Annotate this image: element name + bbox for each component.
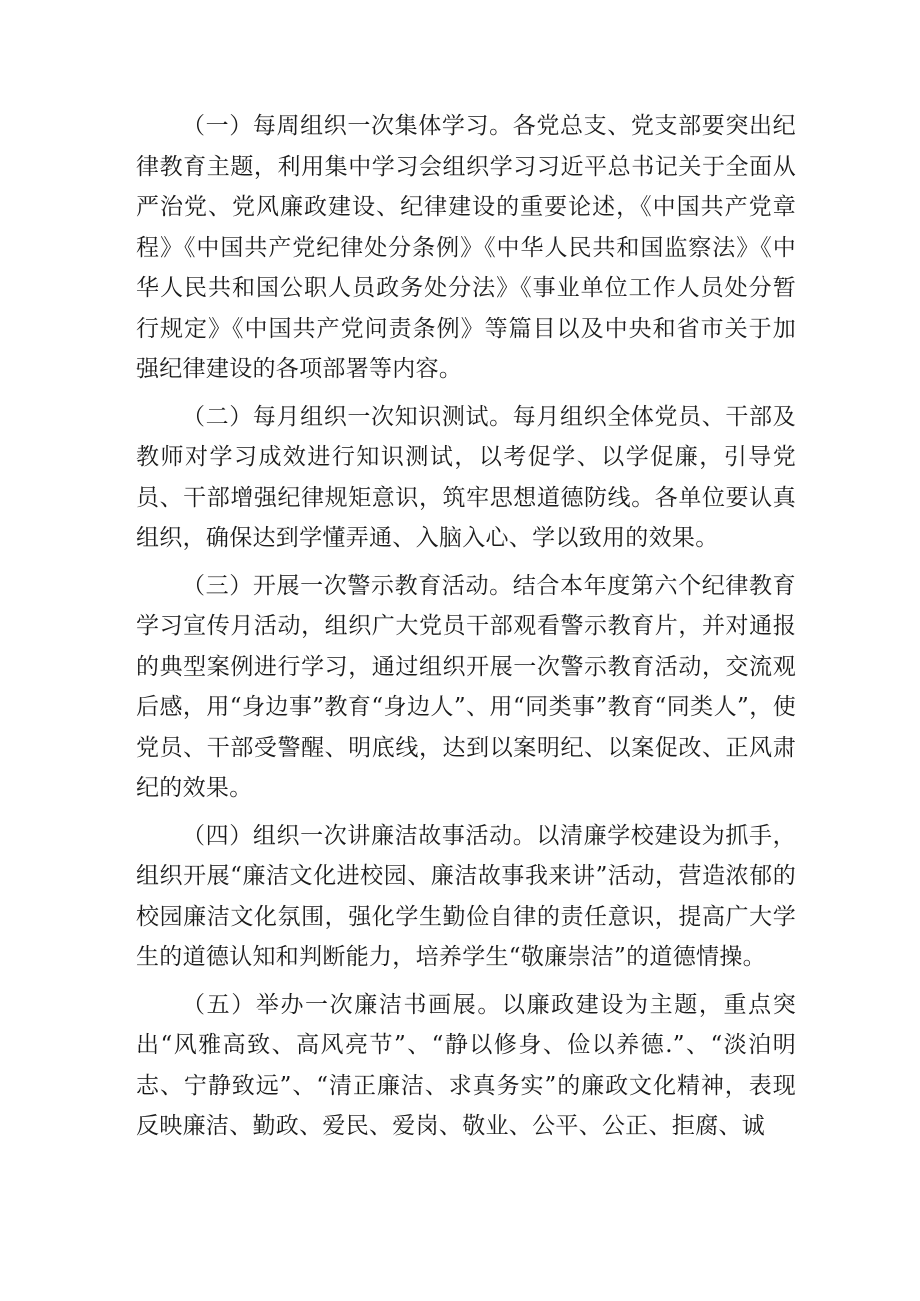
paragraph-warning-education: （三）开展一次警示教育活动。结合本年度第六个纪律教育学习宣传月活动，组织广大党员干部观看警示教育片，并对通报的典型案例进行学习，通过组织开展一次警示教育活动，交流观后感，用“身边事”教育“身边人”、用“同类事”教育“同类人”，使党员、干部受警醒、明底线，达到以案明纪、以案促改、正风肃纪的效果。: [136, 572, 796, 801]
document-body: [136, 106, 796, 1154]
paragraph-integrity-stories: （四）组织一次讲廉洁故事活动。以清廉学校建设为抓手，组织开展“廉洁文化进校园、廉洁故事我来讲”活动，营造浓郁的校园廉洁文化氛围，强化学生勤俭自律的责任意识，提高广大学生的道德认知和判断能力，培养学生“敬廉崇洁”的道德情操。: [136, 822, 796, 970]
paragraph-calligraphy-exhibition: （五）举办一次廉洁书画展。以廉政建设为主题，重点突出“风雅高致、高风亮节”、“静以修身、俭以养德.”、“淡泊明志、宁静致远”、“清正廉洁、求真务实”的廉政文化精神，表现反映廉洁、勤政、爱民、爱岗、敬业、公平、公正、拒腐、诚: [136, 991, 796, 1139]
paragraph-weekly-study: （一）每周组织一次集体学习。各党总支、党支部要突出纪律教育主题，利用集中学习会组织学习习近平总书记关于全面从严治党、党风廉政建设、纪律建设的重要论述，《中国共产党章程》《中国共产党纪律处分条例》《中华人民共和国监察法》《中华人民共和国公职人员政务处分法》《事业单位工作人员处分暂行规定》《中国共产党问责条例》等篇目以及中央和省市关于加强纪律建设的各项部署等内容。: [136, 113, 796, 382]
paragraph-monthly-test: （二）每月组织一次知识测试。每月组织全体党员、干部及教师对学习成效进行知识测试，以考促学、以学促廉，引导党员、干部增强纪律规矩意识，筑牢思想道德防线。各单位要认真组织，确保达到学懂弄通、入脑入心、学以致用的效果。: [136, 403, 796, 551]
